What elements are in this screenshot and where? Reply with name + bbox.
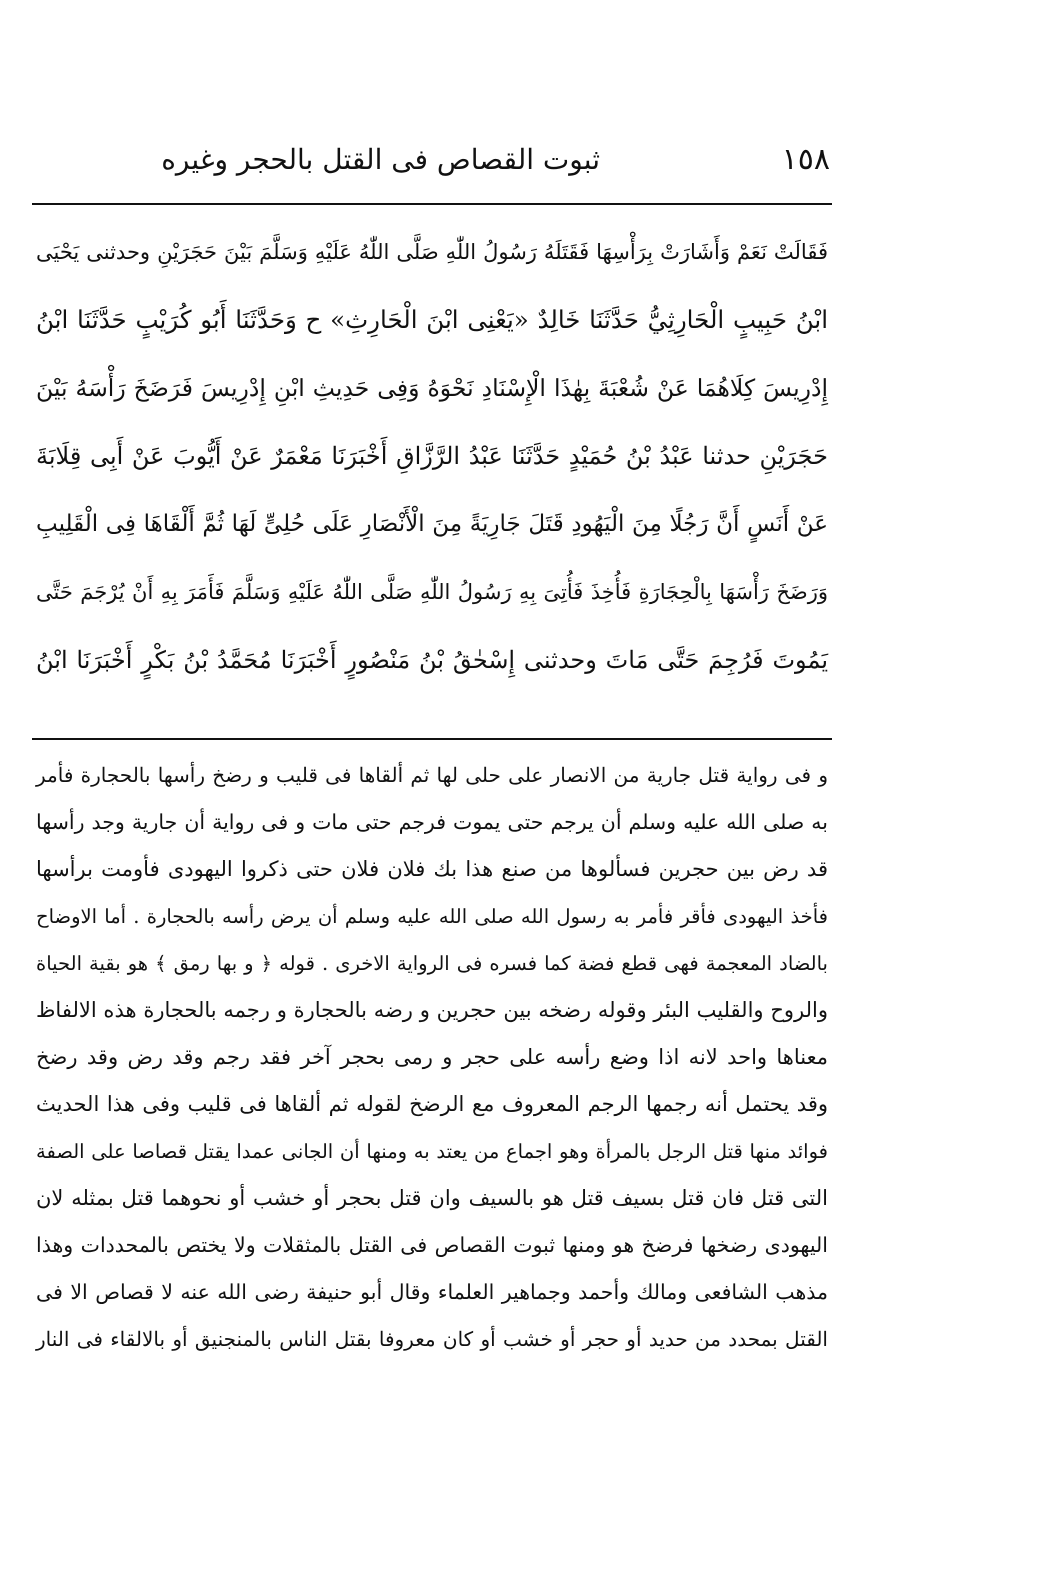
hadith-line: ابْنُ حَبِيبٍ الْحَارِثِيُّ حَدَّثَنَا خَالِدٌ «يَعْنِى ابْنَ الْحَارِثِ» ح وَحَدَّثَنَا أَبُو كُرَيْبٍ حَدَّثَنَا ابْنُ: [36, 305, 828, 334]
commentary-divider: [32, 738, 832, 740]
commentary-line: والروح والقليب البئر وقوله رضخه بين حجرين و رضه بالحجارة و رجمه بالحجارة هذه الالفاظ: [36, 998, 828, 1022]
commentary-line: فوائد منها قتل الرجل بالمرأة وهو اجماع من يعتد به ومنها أن الجانى عمدا يقتل قصاصا على الصفة: [36, 1140, 828, 1163]
running-title: ثبوت القصاص فى القتل بالحجر وغيره: [161, 143, 600, 176]
commentary-text: [36, 752, 828, 1363]
commentary-line: وقد يحتمل أنه رجمها الرجم المعروف مع الرضخ لقوله ثم ألقاها فى قليب وفى هذا الحديث: [36, 1092, 828, 1116]
commentary-line: التى قتل فان قتل بسيف قتل هو بالسيف وان قتل بحجر أو خشب أو نحوهما قتل بمثله لان: [36, 1186, 828, 1210]
hadith-line: إِدْرِيسَ كِلَاهُمَا عَنْ شُعْبَةَ بِهٰذَا الْإِسْنَادِ نَحْوَهُ وَفِى حَدِيثِ ابْنِ إِدْرِيسَ فَرَضَخَ رَأْسَهُ بَيْنَ: [36, 374, 828, 402]
commentary-line: مذهب الشافعى ومالك وأحمد وجماهير العلماء وقال أبو حنيفة رضى الله عنه لا قصاص الا فى: [36, 1280, 828, 1304]
header-rule: [32, 203, 832, 205]
hadith-line: حَجَرَيْنِ حدثنا عَبْدُ بْنُ حُمَيْدٍ حَدَّثَنَا عَبْدُ الرَّزَّاقِ أَخْبَرَنَا مَعْمَرٌ عَنْ أَيُّوبَ عَنْ أَبِى قِلَابَةَ: [36, 442, 828, 470]
hadith-line: يَمُوتَ فَرُجِمَ حَتَّى مَاتَ وحدثنى إِسْحٰقُ بْنُ مَنْصُورٍ أَخْبَرَنَا مُحَمَّدُ بْنُ بَكْرٍ أَخْبَرَنَا ابْنُ: [36, 646, 828, 674]
hadith-line: فَقَالَتْ نَعَمْ وَأَشَارَتْ بِرَأْسِهَا فَقَتَلَهُ رَسُولُ اللّٰهِ صَلَّى اللّٰهُ عَلَيْهِ وَسَلَّمَ بَيْنَ حَجَرَيْنِ وحدثنى يَحْيَى: [36, 240, 828, 264]
commentary-line: اليهودى رضخها فرضخ هو ومنها ثبوت القصاص فى القتل بالمثقلات ولا يختص بالمحددات وهذا: [36, 1233, 828, 1257]
commentary-line: قد رض بين حجرين فسألوها من صنع هذا بك فلان فلان حتى ذكروا اليهودى فأومت برأسها: [36, 857, 828, 881]
page-header: [161, 140, 830, 180]
commentary-line: القتل بمحدد من حديد أو حجر أو خشب أو كان معروفا بقتل الناس بالمنجنيق أو بالالقاء فى النار: [36, 1327, 828, 1351]
commentary-line: بالضاد المعجمة فهى قطع فضة كما فسره فى الرواية الاخرى . قوله ﴿ و بها رمق ﴾ هو بقية الحياة: [36, 952, 828, 975]
commentary-line: به صلى الله عليه وسلم أن يرجم حتى يموت فرجم حتى مات و فى رواية أن جارية وجد رأسها: [36, 810, 828, 834]
commentary-line: معناها واحد لانه اذا وضع رأسه على حجر و رمى بحجر آخر فقد رجم وقد رض وقد رضخ: [36, 1045, 828, 1069]
commentary-line: فأخذ اليهودى فأقر فأمر به رسول الله صلى الله عليه وسلم أن يرض رأسه بالحجارة . أما الاوضاح: [36, 905, 828, 928]
commentary-line: و فى رواية قتل جارية من الانصار على حلى لها ثم ألقاها فى قليب و رضخ رأسها بالحجارة فأمر: [36, 763, 828, 787]
hadith-line: وَرَضَخَ رَأْسَهَا بِالْحِجَارَةِ فَأُخِذَ فَأُتِىَ بِهِ رَسُولُ اللّٰهِ صَلَّى اللّٰهُ عَلَيْهِ وَسَلَّمَ فَأَمَرَ بِهِ أَنْ يُرْجَمَ حَتَّى: [36, 580, 828, 604]
page-number: ١٥٨: [781, 142, 830, 177]
hadith-line: عَنْ أَنَسٍ أَنَّ رَجُلًا مِنَ الْيَهُودِ قَتَلَ جَارِيَةً مِنَ الْأَنْصَارِ عَلَى حُلِىٍّ لَهَا ثُمَّ أَلْقَاهَا فِى الْقَلِيبِ: [36, 511, 828, 537]
hadith-text: [36, 218, 828, 694]
